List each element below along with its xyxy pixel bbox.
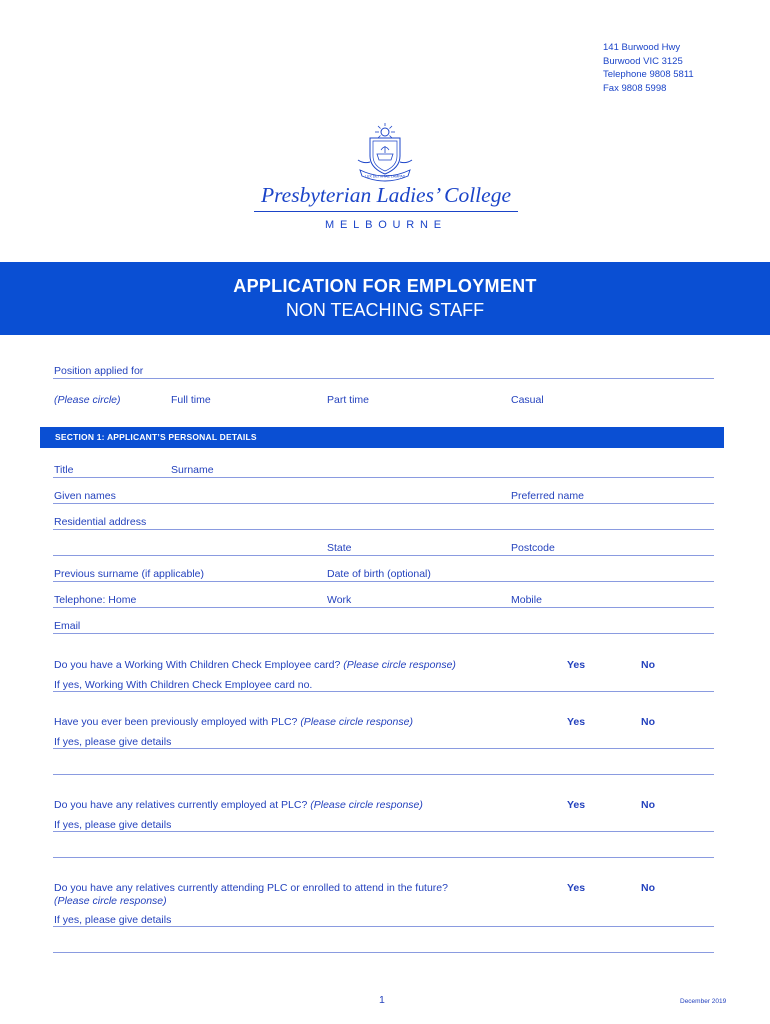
- residential-address-field[interactable]: [53, 529, 714, 530]
- wwc-question-text: Do you have a Working With Children Check Employee card?: [54, 659, 341, 671]
- prev-employed-yes-option[interactable]: Yes: [567, 716, 586, 728]
- title-surname-field[interactable]: [53, 477, 714, 478]
- school-crest-icon: [352, 120, 418, 182]
- crest-motto: LUX DEI VITAE LAMPAS: [364, 174, 406, 179]
- relatives-attending-question: Do you have any relatives currently attending PLC or enrolled to attend in the future?: [54, 882, 448, 894]
- surname-label: Surname: [171, 464, 214, 476]
- mobile-label: Mobile: [511, 594, 542, 606]
- relatives-employed-question: [54, 799, 423, 811]
- prev-employed-question-text: Have you ever been previously employed with PLC?: [54, 716, 298, 728]
- revision-date: December 2019: [680, 998, 727, 1005]
- title-banner: [0, 262, 770, 335]
- please-circle-hint: (Please circle): [54, 394, 121, 406]
- state-postcode-field[interactable]: [53, 555, 714, 556]
- fax-line: Fax 9808 5998: [603, 82, 667, 94]
- state-label: State: [327, 542, 352, 554]
- given-names-label: Given names: [54, 490, 116, 502]
- wwc-no-option[interactable]: No: [641, 659, 655, 671]
- address-line: 141 Burwood Hwy: [603, 42, 681, 53]
- previous-surname-label: Previous surname (if applicable): [54, 568, 204, 580]
- position-applied-field[interactable]: [53, 378, 714, 379]
- prev-employed-details-field[interactable]: [53, 748, 714, 749]
- page-number: 1: [379, 994, 385, 1006]
- relatives-attending-yes-option[interactable]: Yes: [567, 882, 586, 894]
- relatives-employed-question-hint: (Please circle response): [310, 799, 423, 811]
- telephone-line: Telephone 9808 5811: [603, 69, 694, 81]
- college-city: MELBOURNE: [325, 219, 447, 231]
- address-block: [603, 41, 694, 95]
- relatives-attending-no-option[interactable]: No: [641, 882, 655, 894]
- work-phone-label: Work: [327, 594, 352, 606]
- email-field[interactable]: [53, 633, 714, 634]
- prev-employed-question-hint: (Please circle response): [300, 716, 413, 728]
- relatives-employed-question-text: Do you have any relatives currently employed at PLC?: [54, 799, 308, 811]
- given-names-field[interactable]: [53, 503, 714, 504]
- relatives-employed-no-option[interactable]: No: [641, 799, 655, 811]
- form-title: APPLICATION FOR EMPLOYMENT: [233, 276, 537, 296]
- wwc-question: [54, 659, 456, 671]
- telephone-field[interactable]: [53, 607, 714, 608]
- title-label: Title: [54, 464, 74, 476]
- postcode-label: Postcode: [511, 542, 555, 554]
- option-part-time[interactable]: Part time: [327, 394, 370, 406]
- prev-employed-question: [54, 716, 413, 728]
- wwc-card-number-label: If yes, Working With Children Check Employee card no.: [54, 679, 313, 691]
- section-1-title: SECTION 1: APPLICANT’S PERSONAL DETAILS: [55, 432, 257, 442]
- relatives-attending-question-hint: (Please circle response): [54, 895, 167, 907]
- wwc-yes-option[interactable]: Yes: [567, 659, 586, 671]
- option-casual[interactable]: Casual: [511, 394, 544, 406]
- email-label: Email: [54, 620, 81, 632]
- relatives-attending-details-label: If yes, please give details: [54, 914, 172, 926]
- form-subtitle: NON TEACHING STAFF: [285, 300, 485, 320]
- relatives-attending-details-field-2[interactable]: [53, 952, 714, 953]
- college-name-underline: [254, 211, 518, 212]
- wwc-card-number-field[interactable]: [53, 691, 714, 692]
- preferred-name-label: Preferred name: [511, 490, 584, 502]
- wwc-question-hint: (Please circle response): [343, 659, 456, 671]
- relatives-employed-yes-option[interactable]: Yes: [567, 799, 586, 811]
- prev-employed-no-option[interactable]: No: [641, 716, 655, 728]
- telephone-home-label: Telephone: Home: [54, 594, 137, 606]
- prev-employed-details-label: If yes, please give details: [54, 736, 172, 748]
- date-of-birth-label: Date of birth (optional): [327, 568, 431, 580]
- relatives-employed-details-field[interactable]: [53, 831, 714, 832]
- prev-employed-details-field-2[interactable]: [53, 774, 714, 775]
- position-applied-label: Position applied for: [54, 365, 144, 377]
- residential-address-label: Residential address: [54, 516, 147, 528]
- relatives-employed-details-field-2[interactable]: [53, 857, 714, 858]
- relatives-attending-details-field[interactable]: [53, 926, 714, 927]
- college-name: Presbyterian Ladies’ College: [260, 183, 511, 207]
- address-line: Burwood VIC 3125: [603, 55, 683, 67]
- previous-surname-field[interactable]: [53, 581, 714, 582]
- relatives-employed-details-label: If yes, please give details: [54, 819, 172, 831]
- option-full-time[interactable]: Full time: [171, 394, 211, 406]
